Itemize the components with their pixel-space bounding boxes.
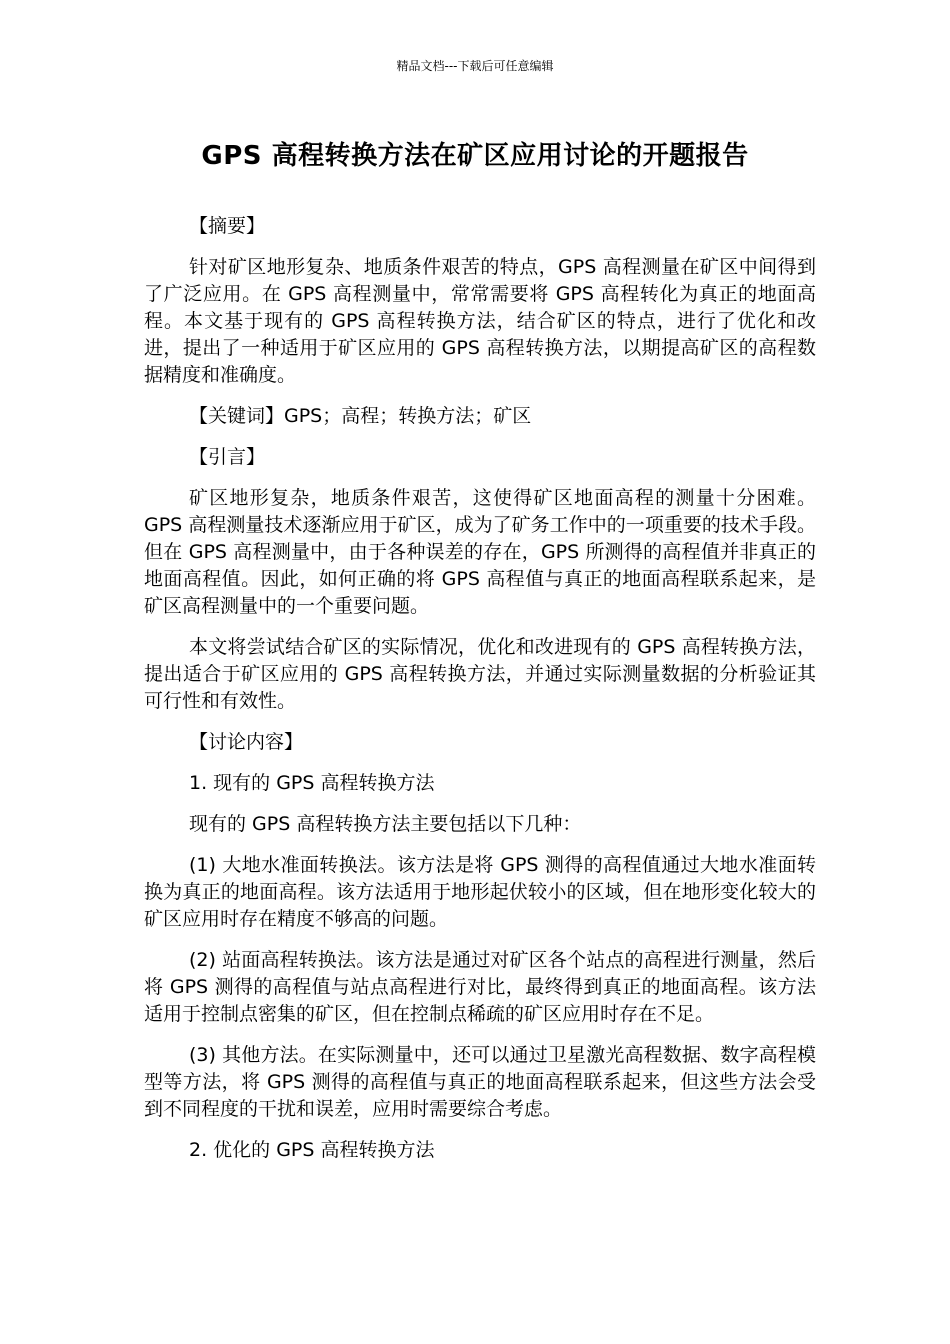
section-1-intro: 现有的 GPS 高程转换方法主要包括以下几种： <box>189 813 582 835</box>
abstract-heading: 【摘要】 <box>189 215 266 237</box>
section-1-heading: 1. 现有的 GPS 高程转换方法 <box>189 772 435 794</box>
discussion-heading: 【讨论内容】 <box>189 731 304 753</box>
introduction-paragraph-2: 本文将尝试结合矿区的实际情况，优化和改进现有的 GPS 高程转换方法，提出适合于矿区应用的 GPS 高程转换方法，并通过实际测量数据的分析验证其可行性和有效性。 <box>144 636 816 712</box>
method-1-paragraph: (1) 大地水准面转换法。该方法是将 GPS 测得的高程值通过大地水准面转换为真正的地面高程。该方法适用于地形起伏较小的区域，但在地形变化较大的矿区应用时存在精度不够高的问题。 <box>144 854 816 930</box>
page-header: 精品文档---下载后可任意编辑 <box>396 59 554 73</box>
introduction-paragraph-1: 矿区地形复杂，地质条件艰苦，这使得矿区地面高程的测量十分困难。GPS 高程测量技术逐渐应用于矿区，成为了矿务工作中的一项重要的技术手段。但在 GPS 高程测量中，由于各种误差的存在，GPS 所测得的高程值并非真正的地面高程值。因此，如何正确的将 GPS 高程值与真正的地面高程联系起来，是矿区高程测量中的一个重要问题。 <box>144 487 816 617</box>
abstract-paragraph: 针对矿区地形复杂、地质条件艰苦的特点，GPS 高程测量在矿区中间得到了广泛应用。在 GPS 高程测量中，常常需要将 GPS 高程转化为真正的地面高程。本文基于现有的 GPS 高程转换方法，结合矿区的特点，进行了优化和改进，提出了一种适用于矿区应用的 GPS 高程转换方法，以期提高矿区的高程数据精度和准确度。 <box>144 256 816 386</box>
section-2-heading: 2. 优化的 GPS 高程转换方法 <box>189 1139 435 1161</box>
keywords-paragraph: 【关键词】GPS；高程；转换方法；矿区 <box>189 405 532 427</box>
method-3-paragraph: (3) 其他方法。在实际测量中，还可以通过卫星激光高程数据、数字高程模型等方法，将 GPS 测得的高程值与真正的地面高程联系起来，但这些方法会受到不同程度的干扰和误差，应用时需要综合考虑。 <box>144 1044 816 1120</box>
introduction-heading: 【引言】 <box>189 446 266 468</box>
method-2-paragraph: (2) 站面高程转换法。该方法是通过对矿区各个站点的高程进行测量，然后将 GPS 测得的高程值与站点高程进行对比，最终得到真正的地面高程。该方法适用于控制点密集的矿区，但在控制点稀疏的矿区应用时存在不足。 <box>144 949 816 1025</box>
document-body <box>144 213 816 1178</box>
document-title: GPS 高程转换方法在矿区应用讨论的开题报告 <box>201 141 749 171</box>
